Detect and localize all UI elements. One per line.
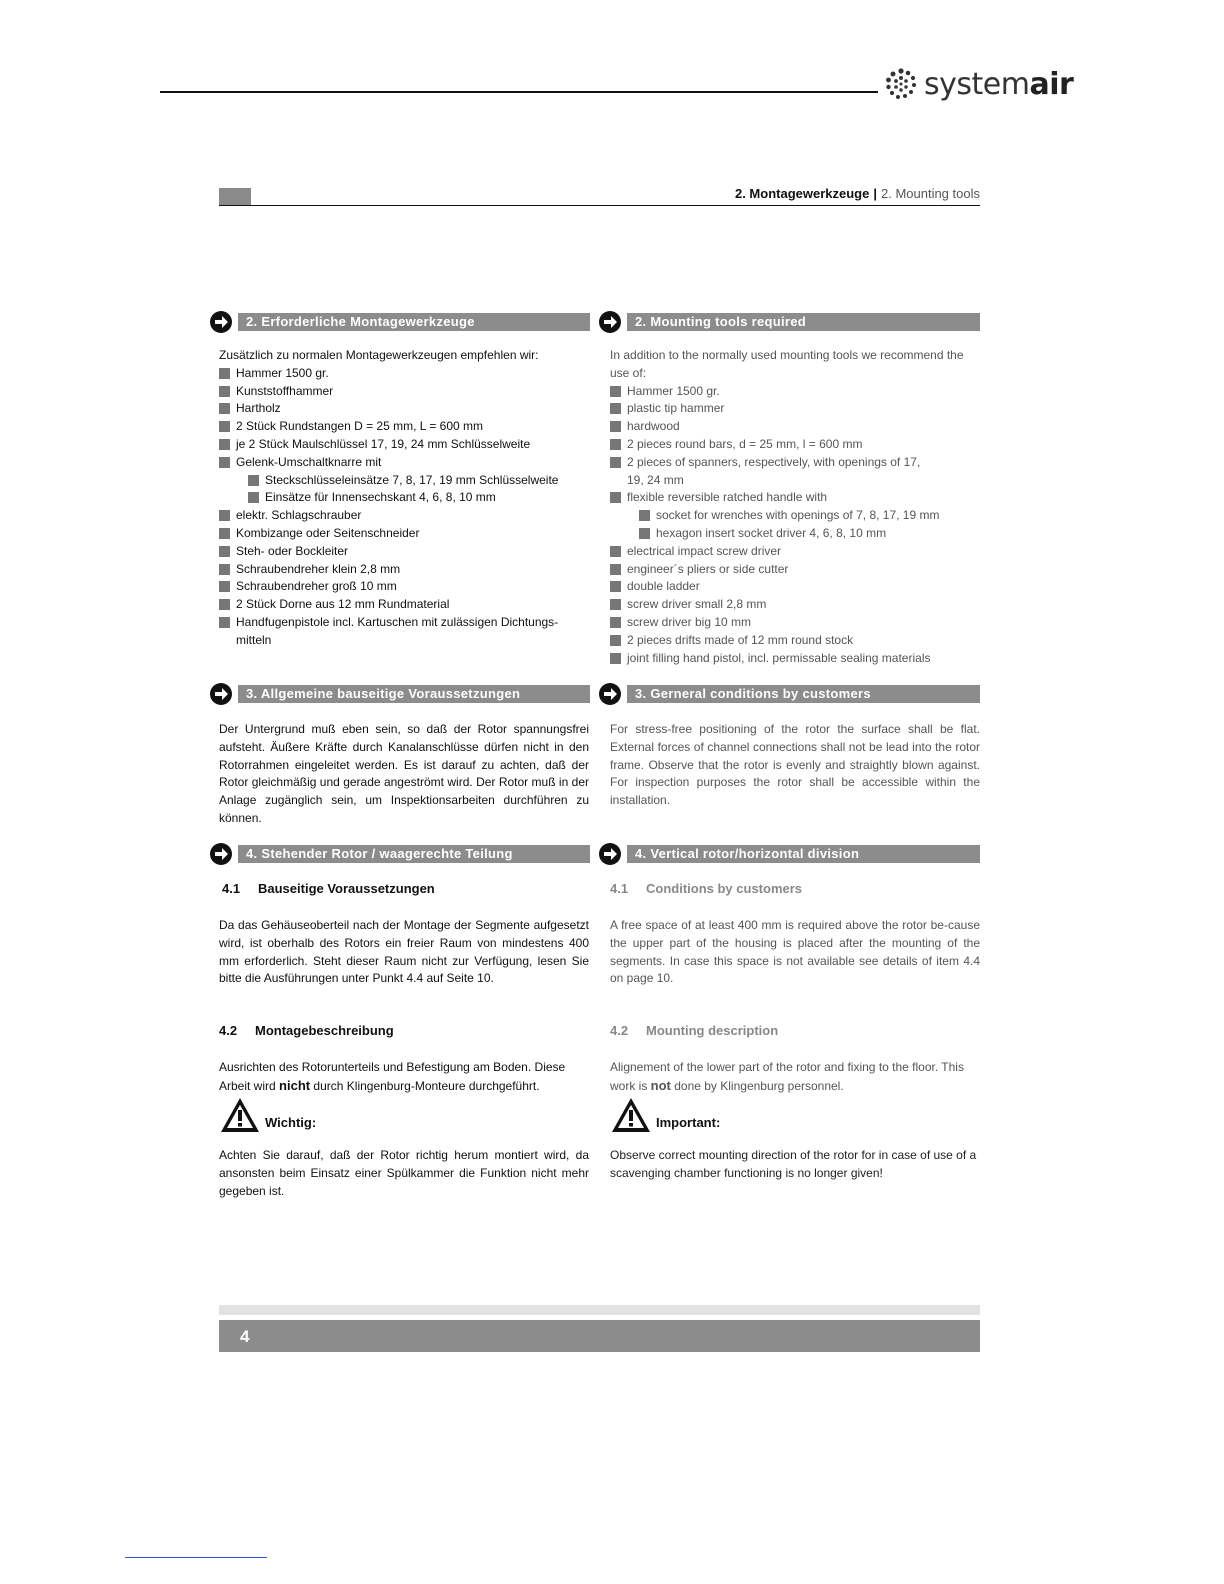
section-2-en-heading bbox=[599, 313, 980, 331]
arrow-right-icon bbox=[599, 683, 621, 705]
section-3-en-heading bbox=[599, 685, 980, 703]
warning-icon bbox=[610, 1096, 652, 1134]
subsection-4-1-en-heading: 4.1 Conditions by customers bbox=[610, 881, 803, 896]
list-item: 2 pieces drifts made of 12 mm round stock bbox=[610, 632, 980, 650]
arrow-right-icon bbox=[210, 311, 232, 333]
list-subitem: hexagon insert socket driver 4, 6, 8, 10 mm bbox=[639, 525, 980, 543]
list-item: Schraubendreher klein 2,8 mm bbox=[219, 561, 589, 579]
list-item: hardwood bbox=[610, 418, 980, 436]
warning-de-body: Achten Sie darauf, daß der Rotor richtig herum montiert wird, da ansonsten beim Einsatz einer Spülkammer die Funktion nicht mehr gegeben ist. bbox=[219, 1148, 589, 1198]
section-4-en-title: 4. Vertical rotor/horizontal division bbox=[627, 845, 980, 863]
section-3-de-heading bbox=[210, 685, 590, 703]
section-2-en-content bbox=[610, 347, 980, 667]
list-item: je 2 Stück Maulschlüssel 17, 19, 24 mm Schlüsselweite bbox=[219, 436, 589, 454]
list-item: 2 pieces round bars, d = 25 mm, l = 600 mm bbox=[610, 436, 980, 454]
warning-de bbox=[219, 1096, 316, 1134]
arrow-right-icon bbox=[599, 311, 621, 333]
list-item: Kunststoffhammer bbox=[219, 383, 589, 401]
section-3-de-title: 3. Allgemeine bauseitige Voraussetzungen bbox=[238, 685, 590, 703]
list-item: 2 pieces of spanners, respectively, with openings of 17, 19, 24 mm bbox=[610, 454, 980, 490]
list-item: electrical impact screw driver bbox=[610, 543, 980, 561]
arrow-right-icon bbox=[599, 843, 621, 865]
section-2-en-title: 2. Mounting tools required bbox=[627, 313, 980, 331]
list-item: joint filling hand pistol, incl. permissable sealing materials bbox=[610, 650, 980, 668]
subsection-4-1-de-heading: 4.1 Bauseitige Voraussetzungen bbox=[222, 881, 435, 896]
subsection-4-1-en-body: A free space of at least 400 mm is required above the rotor be-cause the upper part of the housing is placed after the mounting of the segments. In case this space is not available see details of item 4.4 on page 10. bbox=[610, 918, 980, 986]
header-rule bbox=[219, 205, 980, 206]
footer-light-bar bbox=[219, 1305, 980, 1315]
warning-icon bbox=[219, 1096, 261, 1134]
list-item: screw driver big 10 mm bbox=[610, 614, 980, 632]
list-item: elektr. Schlagschrauber bbox=[219, 507, 589, 525]
brand-logo bbox=[884, 64, 1073, 104]
subsection-4-1-de-body: Da das Gehäuseoberteil nach der Montage der Segmente aufgesetzt wird, ist oberhalb des Rotors ein freier Raum von mindestens 400 mm erforderlich. Steht dieser Raum nicht zur Verfügung, lesen Sie bitte die Ausführungen unter Punkt 4.4 auf Seite 10. bbox=[219, 918, 589, 986]
subsection-4-2-en-heading: 4.2 Mounting description bbox=[610, 1023, 779, 1038]
list-item: double ladder bbox=[610, 578, 980, 596]
subsection-4-2-de-body: Ausrichten des Rotorunterteils und Befestigung am Boden. Diese Arbeit wird nicht durch Klingenburg-Monteure durchgeführt. bbox=[219, 1060, 566, 1093]
header-title bbox=[735, 186, 980, 201]
section-2-de-heading bbox=[210, 313, 590, 331]
list-item: Gelenk-Umschaltknarre mit bbox=[219, 454, 589, 472]
list-subitem: Steckschlüsseleinsätze 7, 8, 17, 19 mm Schlüsselweite bbox=[248, 472, 589, 490]
warning-en-label: Important: bbox=[656, 1115, 721, 1130]
warning-en bbox=[610, 1096, 720, 1134]
link-underline bbox=[125, 1557, 267, 1558]
list-item: Steh- oder Bockleiter bbox=[219, 543, 589, 561]
list-item: Hammer 1500 gr. bbox=[219, 365, 589, 383]
subsection-4-2-en-body: Alignement of the lower part of the rotor and fixing to the floor. This work is not done by Klingenburg personnel. bbox=[610, 1060, 964, 1093]
list-item: engineer´s pliers or side cutter bbox=[610, 561, 980, 579]
list-item: Kombizange oder Seitenschneider bbox=[219, 525, 589, 543]
list-item: Handfugenpistole incl. Kartuschen mit zulässigen Dichtungs-mitteln bbox=[219, 614, 589, 650]
list-item: 2 Stück Rundstangen D = 25 mm, L = 600 mm bbox=[219, 418, 589, 436]
section-3-de-body: Der Untergrund muß eben sein, so daß der Rotor spannungsfrei aufsteht. Äußere Kräfte durch Kanalanschlüsse dürfen nicht in den Rotorrahmen eingeleitet werden. Es ist darauf zu achten, daß der Rotor gleichmäßig und gerade angeströmt wird. Der Rotor muß in der Anlage zugänglich sein, um Inspektionsarbeiten durchführen zu können. bbox=[219, 722, 589, 825]
section-4-de-heading bbox=[210, 845, 590, 863]
header-title-en: 2. Mounting tools bbox=[880, 186, 980, 201]
section-3-en-body: For stress-free positioning of the rotor the surface shall be flat. External forces of channel connections shall not be lead into the rotor frame. Observe that the rotor is evenly and straightly blown against. For inspection purposes the rotor shall be accessible within the installation. bbox=[610, 722, 980, 808]
list-item: Hammer 1500 gr. bbox=[610, 383, 980, 401]
list-item: flexible reversible ratched handle with bbox=[610, 489, 980, 507]
warning-de-label: Wichtig: bbox=[265, 1115, 317, 1130]
header-title-de: 2. Montagewerkzeuge bbox=[734, 186, 870, 201]
section-2-en-intro: In addition to the normally used mounting tools we recommend the use of: bbox=[610, 348, 964, 380]
list-item: screw driver small 2,8 mm bbox=[610, 596, 980, 614]
warning-en-body: Observe correct mounting direction of the rotor for in case of use of a scavenging chamber functioning is no longer given! bbox=[610, 1148, 977, 1180]
arrow-right-icon bbox=[210, 683, 232, 705]
footer-bar bbox=[219, 1320, 980, 1352]
section-2-de-title: 2. Erforderliche Montagewerkzeuge bbox=[238, 313, 590, 331]
subsection-4-2-de-heading: 4.2 Montagebeschreibung bbox=[219, 1023, 394, 1038]
list-item: 2 Stück Dorne aus 12 mm Rundmaterial bbox=[219, 596, 589, 614]
header-separator: | bbox=[873, 186, 877, 201]
page-number: 4 bbox=[240, 1327, 250, 1346]
header-block bbox=[219, 188, 251, 206]
list-subitem: Einsätze für Innensechskant 4, 6, 8, 10 mm bbox=[248, 489, 589, 507]
section-3-en-title: 3. Gerneral conditions by customers bbox=[627, 685, 980, 703]
section-4-de-title: 4. Stehender Rotor / waagerechte Teilung bbox=[238, 845, 590, 863]
section-4-en-heading bbox=[599, 845, 980, 863]
top-rule bbox=[160, 91, 878, 93]
arrow-right-icon bbox=[210, 843, 232, 865]
brand-name: systemair bbox=[924, 66, 1074, 102]
list-item: Schraubendreher groß 10 mm bbox=[219, 578, 589, 596]
section-2-de-content bbox=[219, 347, 589, 650]
dot-cluster-icon bbox=[884, 67, 918, 101]
list-subitem: socket for wrenches with openings of 7, 8, 17, 19 mm bbox=[639, 507, 980, 525]
list-item: plastic tip hammer bbox=[610, 400, 980, 418]
list-item: Hartholz bbox=[219, 400, 589, 418]
section-2-de-intro: Zusätzlich zu normalen Montagewerkzeugen empfehlen wir: bbox=[219, 348, 539, 362]
